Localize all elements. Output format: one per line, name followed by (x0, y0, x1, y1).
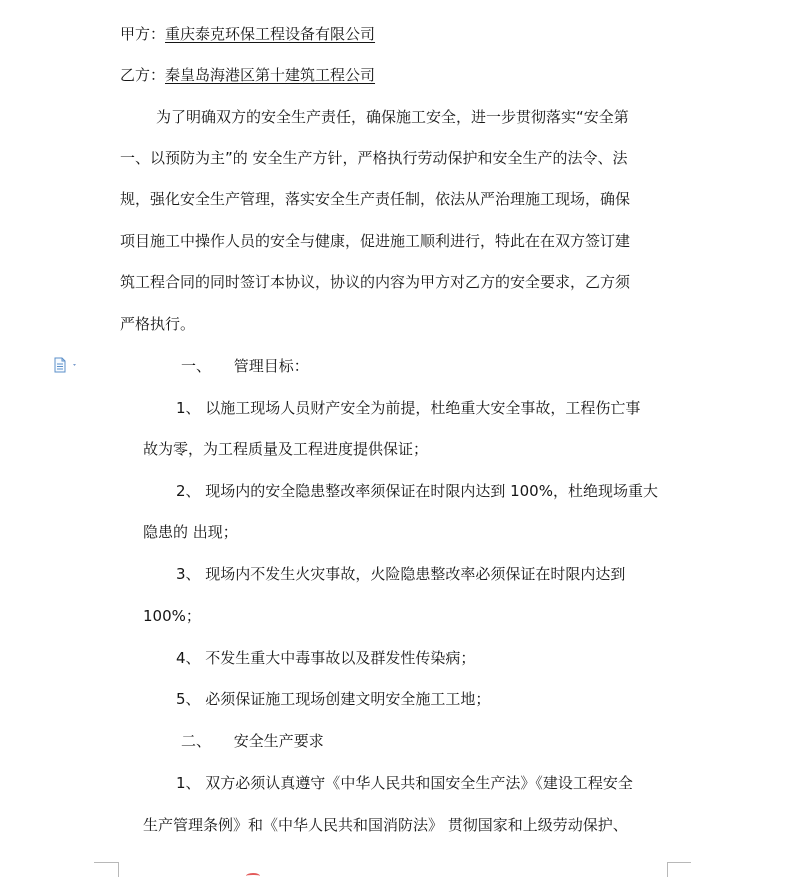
intro-line: 一、以预防为主”的 安全生产方针，严格执行劳动保护和安全生产的法令、法 (120, 149, 628, 167)
goal-line: 故为零，为工程质量及工程进度提供保证； (143, 440, 429, 458)
page-corner-mark (667, 862, 691, 863)
party-a-name: 重庆泰克环保工程设备有限公司 (165, 25, 376, 43)
party-b-line (120, 65, 375, 85)
party-a-line (120, 24, 375, 44)
page-corner-mark (94, 862, 118, 863)
section-heading (181, 731, 324, 751)
party-b-name: 秦皇岛海港区第十建筑工程公司 (165, 66, 376, 84)
intro-line: 规，强化安全生产管理，落实安全生产责任制，依法从严治理施工现场，确保 (120, 190, 631, 208)
intro-line: 项目施工中操作人员的安全与健康，促进施工顺利进行，特此在在双方签订建 (120, 232, 631, 250)
goal-line: 100%； (143, 607, 201, 625)
section-title: 管理目标： (233, 357, 309, 375)
section-number: 二、 (181, 732, 212, 750)
requirement-line: 1、 双方必须认真遵守《中华人民共和国安全生产法》《建设工程安全 (176, 774, 633, 792)
goal-line: 2、 现场内的安全隐患整改率须保证在时限内达到 100%，杜绝现场重大 (176, 482, 658, 500)
document-dropdown-icon[interactable] (53, 357, 79, 373)
page-corner-mark (667, 862, 668, 877)
requirement-line: 生产管理条例》和《中华人民共和国消防法》 贯彻国家和上级劳动保护、 (143, 816, 628, 834)
goal-line: 隐患的 出现； (143, 523, 238, 541)
goal-line: 5、 必须保证施工现场创建文明安全施工工地； (176, 690, 491, 708)
goal-line: 1、 以施工现场人员财产安全为前提，杜绝重大安全事故，工程伤亡事 (176, 399, 641, 417)
intro-line: 为了明确双方的安全生产责任，确保施工安全，进一步贯彻落实“安全第 (156, 108, 629, 126)
intro-line: 严格执行。 (120, 315, 196, 333)
intro-line: 筑工程合同的同时签订本协议，协议的内容为甲方对乙方的安全要求，乙方须 (120, 273, 631, 291)
goal-line: 3、 现场内不发生火灾事故，火险隐患整改率必须保证在时限内达到 (176, 565, 626, 583)
section-title: 安全生产要求 (233, 732, 324, 750)
page-corner-mark (118, 862, 119, 877)
party-a-label: 甲方： (120, 25, 166, 43)
section-number: 一、 (181, 357, 212, 375)
goal-line: 4、 不发生重大中毒事故以及群发性传染病； (176, 649, 476, 667)
section-heading (181, 356, 309, 376)
red-mark-fragment (246, 873, 260, 879)
party-b-label: 乙方： (120, 66, 166, 84)
